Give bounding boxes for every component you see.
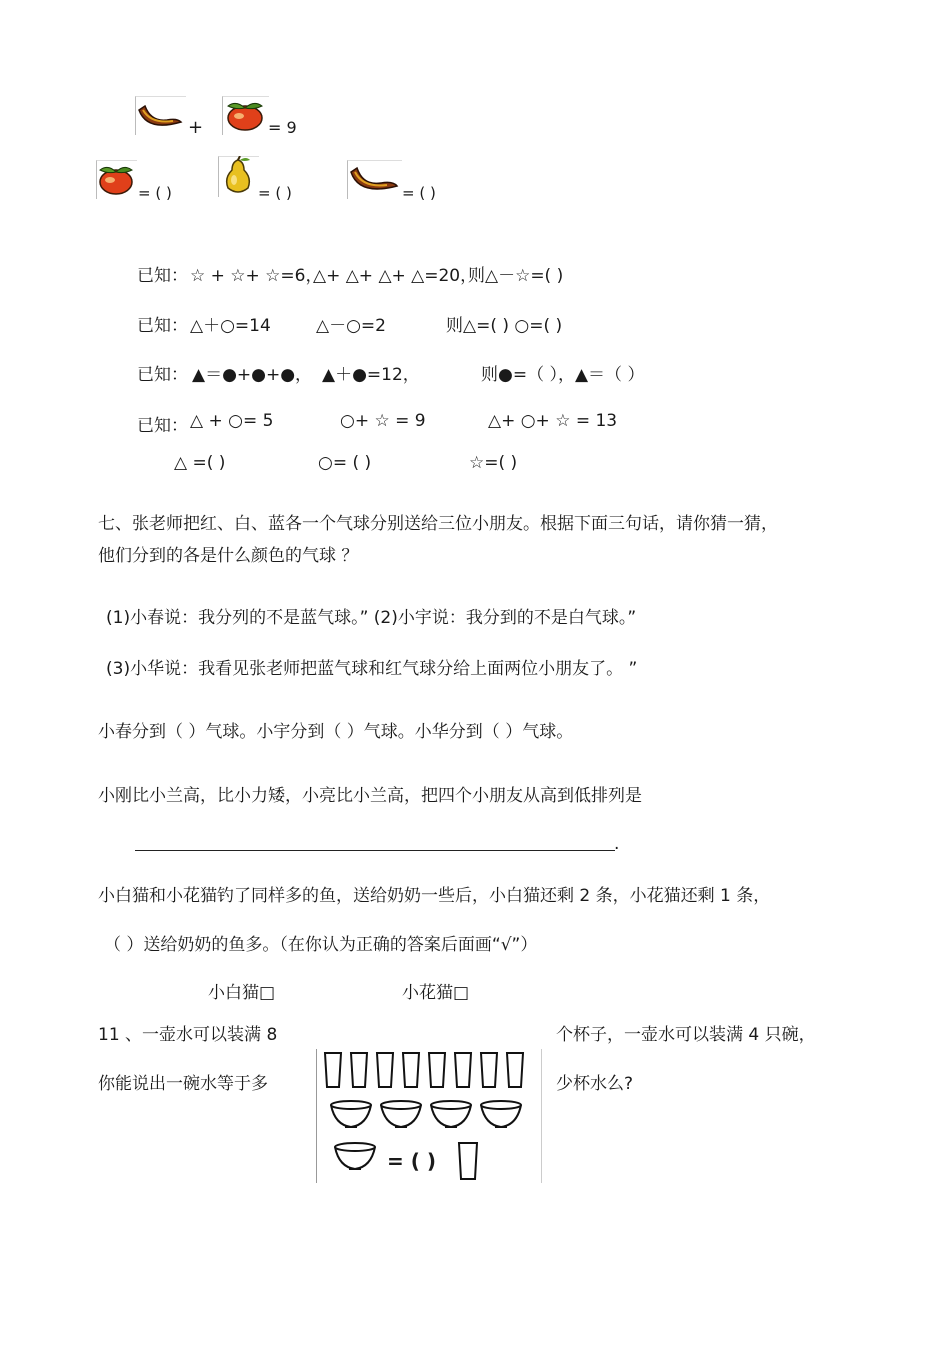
q7-text-line1: 七、张老师把红、白、蓝各一个气球分别送给三位小朋友。根据下面三句话，请你猜一猜，: [98, 514, 778, 534]
height-question-text: 小刚比小兰高，比小力矮，小亮比小兰高，把四个小朋友从高到低排列是: [98, 786, 642, 806]
puzzle-given-b: ▲＋●=12，: [322, 365, 420, 385]
bowls-row: [331, 1101, 521, 1127]
pear-icon: [220, 156, 256, 196]
q7-text-line2: 他们分到的各是什么颜色的气球 ？: [98, 546, 359, 566]
q7-quote-1-2: (1)小春说：我分列的不是蓝气球。” (2)小宇说：我分到的不是白气球。”: [106, 608, 637, 628]
option-spotted-cat[interactable]: 小花猫□: [402, 983, 470, 1003]
puzzle-prefix: 已知：: [137, 316, 188, 336]
puzzle-prefix: 已知：: [137, 365, 188, 385]
q7-quote-3: (3)小华说：我看见张老师把蓝气球和红气球分给上面两位小朋友了。 ”: [106, 659, 638, 679]
figure-equation: = ( ): [387, 1149, 436, 1173]
option-white-cat[interactable]: 小白猫□: [208, 983, 276, 1003]
puzzle-given-a: △ + ○= 5: [190, 411, 274, 431]
q11-left-line1: 11 、一壶水可以装满 8: [98, 1025, 278, 1045]
cat-question-line2: （ ）送给奶奶的鱼多。（在你认为正确的答案后面画“√”）: [104, 935, 538, 955]
puzzle-prefix: 已知：: [137, 416, 188, 436]
puzzle-given-b: △－○=2: [316, 316, 386, 336]
q11-left-line2: 你能说出一碗水等于多: [98, 1074, 268, 1094]
triangle-answer: △ =( ): [174, 453, 226, 473]
circle-answer: ○= ( ): [318, 453, 372, 473]
banana-icon: [137, 102, 183, 132]
peach-icon: [97, 162, 135, 196]
pear-answer: = ( ): [258, 184, 292, 202]
sum-result: = 9: [268, 118, 297, 137]
star-answer: ☆=( ): [469, 453, 518, 473]
peach-answer: = ( ): [138, 184, 172, 202]
banana-icon: [349, 164, 399, 196]
banana-answer: = ( ): [402, 184, 436, 202]
answer-period: .: [614, 834, 620, 854]
cups-bowls-figure: [316, 1049, 542, 1183]
puzzle-given-a: ▲＝●+●+●，: [192, 365, 313, 385]
q11-right-line1: 个杯子，一壶水可以装满 4 只碗，: [556, 1025, 816, 1045]
cups-row: [325, 1053, 523, 1087]
peach-icon: [224, 98, 266, 132]
puzzle-given-c: △+ ○+ ☆ = 13: [488, 411, 618, 431]
puzzle-question: 则●=（ ），▲＝（ ）: [481, 365, 645, 385]
puzzle-given-a: ☆ + ☆+ ☆=6，: [190, 266, 323, 286]
puzzle-given-a: △＋○=14: [190, 316, 271, 336]
puzzle-given-b: ○+ ☆ = 9: [340, 411, 426, 431]
q7-answer-line: 小春分到（ ）气球。小宇分到（ ）气球。小华分到（ ）气球。: [98, 722, 574, 742]
answer-blank-line: [135, 850, 615, 851]
q11-right-line2: 少杯水么?: [556, 1074, 634, 1094]
puzzle-given-b: △+ △+ △+ △=20，: [313, 266, 478, 286]
cat-question-line1: 小白猫和小花猫钓了同样多的鱼，送给奶奶一些后，小白猫还剩 2 条，小花猫还剩 1 条，: [98, 886, 771, 906]
puzzle-question: 则△=( ) ○=( ): [446, 316, 563, 336]
puzzle-prefix: 已知：: [137, 266, 188, 286]
puzzle-question: 则△－☆=( ): [468, 266, 564, 286]
plus-sign: +: [188, 117, 204, 138]
